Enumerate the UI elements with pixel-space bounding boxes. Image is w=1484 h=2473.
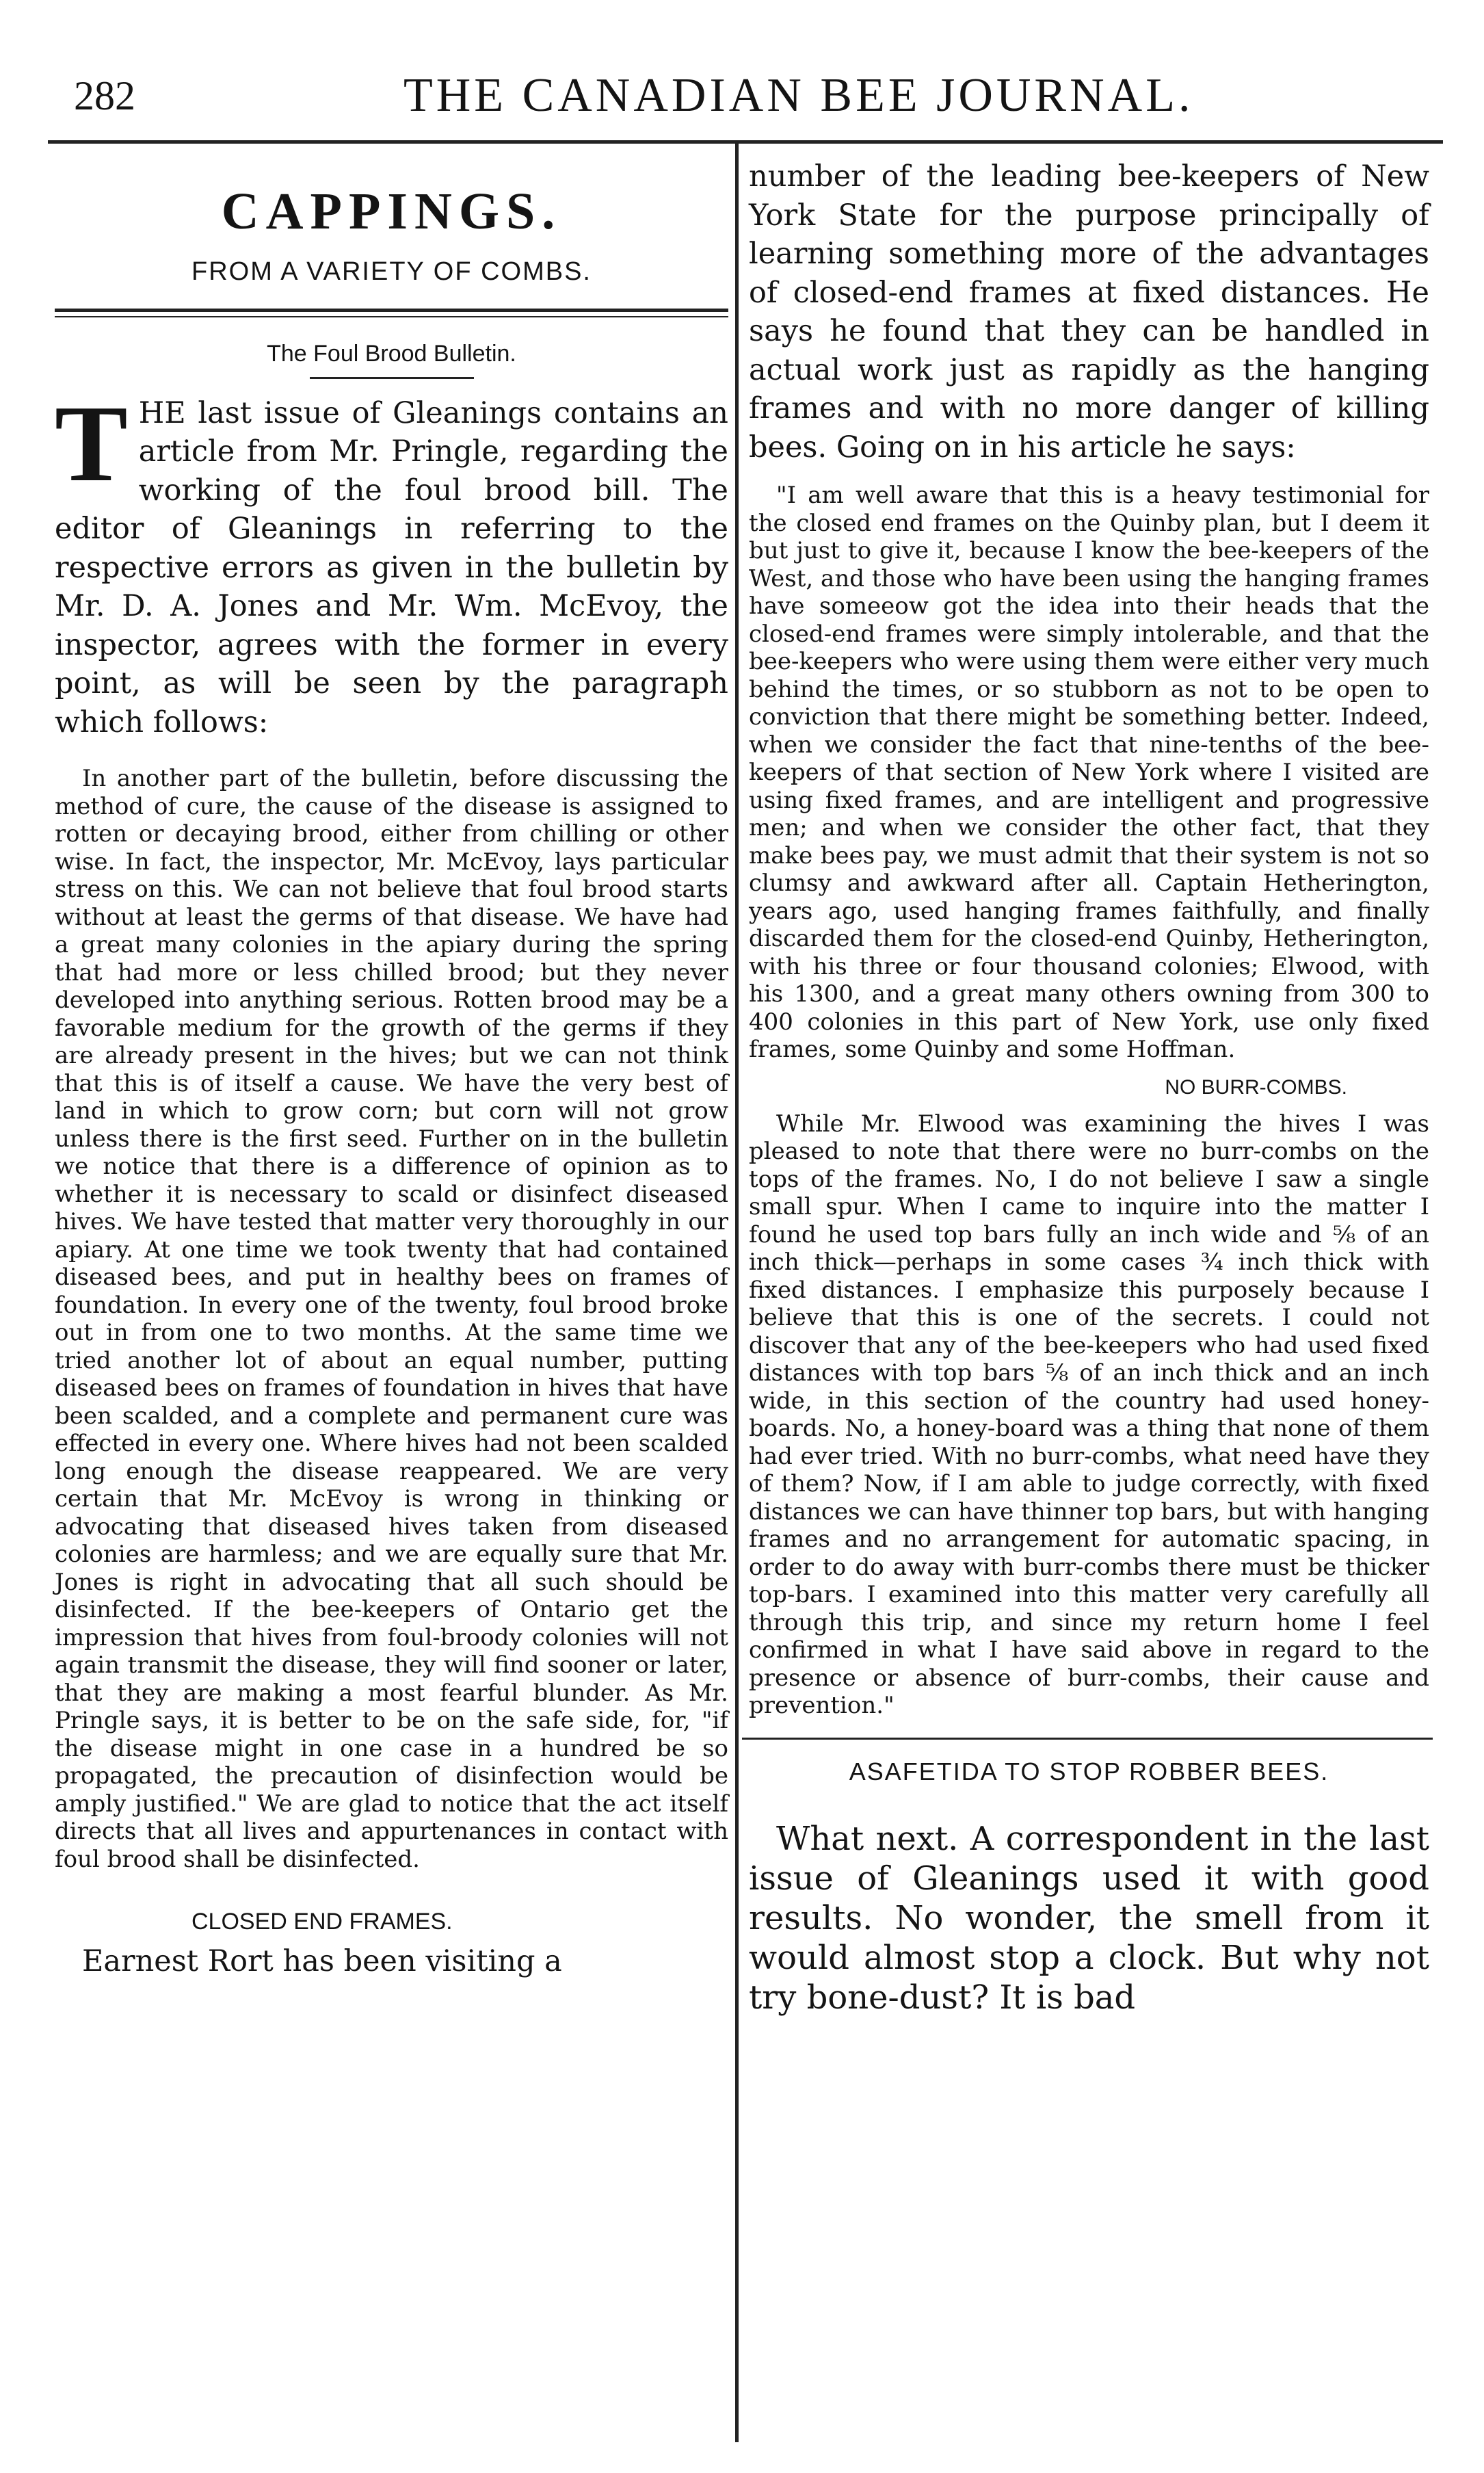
continued-paragraph <box>749 157 1429 467</box>
column-divider <box>735 144 739 2442</box>
quoted-paragraph-1 <box>749 482 1429 1064</box>
left-column <box>55 157 728 1981</box>
intro-text: HE last issue of Gleanings contains an article from Mr. Pringle, regarding the working of the foul brood bill. The editor of Gleanings in referring to the respective errors as given in the bulletin by Mr. D. A. Jones and Mr. Wm. McEvoy, the inspector, agrees with the former in every point, as will be seen by the paragraph which follows: <box>55 395 728 740</box>
title-rule <box>55 309 728 317</box>
section-title: CAPPINGS. <box>221 183 562 240</box>
closed-end-text: Earnest Rort has been visiting a <box>82 1944 562 1979</box>
section-rule <box>742 1738 1433 1740</box>
header-rule <box>48 140 1443 144</box>
article-heading-foul-brood: The Foul Brood Bulletin. <box>267 340 516 367</box>
heading-rule <box>310 377 474 379</box>
drop-cap: T <box>55 382 128 504</box>
quoted-paragraph <box>55 765 728 1873</box>
intro-paragraph <box>55 382 728 742</box>
quoted-paragraph-2 <box>749 1110 1429 1720</box>
page-number: 282 <box>74 73 135 118</box>
continued-text: number of the leading bee-keepers of New York State for the purpose principally of learning something more of the advantages of closed-end frames at fixed distances. He says he found that they can be handled in actual work just as rapidly as the hanging frames and with no more danger of killing bees. Going on in his article he says: <box>749 159 1429 464</box>
quote-text: In another part of the bulletin, before discussing the method of cure, the cause of the disease is assigned to rotten or decaying brood, either from chilling or other wise. In fact, the inspector, Mr. McEvoy, lays particular stress on this. We can not believe that foul brood starts without at least the germs of that disease. We have had a great many colonies in the apiary during the spring that had more or less chilled brood; but they never developed into anything serious. Rotten brood may be a favorable medium for the growth of the germs if they are already present in the hives; but we can not think that this is of itself a cause. We have the very best of land in which to grow corn; but corn will not grow unless there is the first seed. Further on in the bulletin we notice that there is a difference of opinion as to whether it is necessary to scald or disinfect diseased hives. We have tested that matter very thoroughly in our apiary. At one time we took twenty that had contained diseased bees, and put in healthy bees on frames of foundation. In every one of the twenty, foul brood broke out in from one to two months. At the same time we tried another lot of about an equal number, putting diseased bees on frames of foundation in hives that have been scalded, and a complete and permanent cure was effected in every one. Where hives had not been scalded long enough the disease reappeared. We are very certain that Mr. McEvoy is wrong in thinking or advocating that diseased hives taken from diseased colonies are harmless; and we are equally sure that Mr. Jones is right in advocating that all such should be disinfected. If the bee-keepers of Ontario get the impression that hives from foul-broody colonies will not again transmit the disease, they will find sooner or later, that they are making a most fearful blunder. As Mr. Pringle says, it is better to be on the safe side, for, "if the disease might in one case in a hundred be so propagated, the precaution of disinfection would be amply justified." We are glad to notice that the act itself directs that all lives and appurtenances in contact with foul brood shall be disinfected. <box>55 765 728 1873</box>
page-header <box>48 66 1443 134</box>
section-subtitle: FROM A VARIETY OF COMBS. <box>191 257 592 286</box>
quote1-text: "I am well aware that this is a heavy testimonial for the closed end frames on the Quinby plan, but I deem it but just to give it, because I know the bee-keepers of the West, and those who have been using the hanging frames have someeow got the idea into their heads that the closed-end frames were simply intolerable, and that the bee-keepers who were using them were either very much behind the times, or so stubborn as not to be open to conviction that there might be something better. Indeed, when we consider the fact that nine-tenths of the bee-keepers of that section of New York where I visited are using fixed frames, and are intelligent and progressive men; and when we consider the other fact, that they make bees pay, we must admit that their system is not so clumsy and awkward after all. Captain Hetherington, years ago, used hanging frames faithfully, and finally discarded them for the closed-end Quinby, Hetherington, with his three or four thousand colonies; Elwood, with his 1300, and a great many others owning from 300 to 400 colonies in this part of New York, use only fixed frames, some Quinby and some Hoffman. <box>749 482 1429 1063</box>
article-heading-asafetida: ASAFETIDA TO STOP ROBBER BEES. <box>849 1757 1329 1785</box>
article-heading-closed-end: CLOSED END FRAMES. <box>191 1909 453 1935</box>
journal-title: THE CANADIAN BEE JOURNAL. <box>403 69 1194 122</box>
right-column <box>749 157 1429 2050</box>
subhead-no-burr-combs: NO BURR-COMBS. <box>1165 1075 1347 1099</box>
closed-end-start <box>55 1942 728 1981</box>
asafetida-text: What next. A correspondent in the last issue of Gleanings used it with good results. No wonder, the smell from it would almost stop a clock. But why not try bone-dust? It is bad <box>749 1819 1429 2017</box>
asafetida-paragraph <box>749 1819 1429 2017</box>
quote2-text: While Mr. Elwood was examining the hives I was pleased to note that there were no burr-combs on the tops of the frames. No, I do not believe I saw a single small spur. When I came to inquire into the matter I found he used top bars fully an inch wide and ⅝ of an inch thick—perhaps in some cases ¾ inch thick with fixed distances. I emphasize this purposely because I believe that this is one of the secrets. I could not discover that any of the bee-keepers who had used fixed distances with top bars ⅝ of an inch thick and an inch wide, in this section of the country had used honey-boards. No, a honey-board was a thing that none of them had ever tried. With no burr-combs, what need have they of them? Now, if I am able to judge correctly, with fixed distances we can have thinner top bars, but with hanging frames and no arrangement for automatic spacing, in order to do away with burr-combs there must be thicker top-bars. I examined into this matter very carefully all through this trip, and since my return home I feel confirmed in what I have said above in regard to the presence or absence of burr-combs, their cause and prevention." <box>749 1110 1429 1719</box>
